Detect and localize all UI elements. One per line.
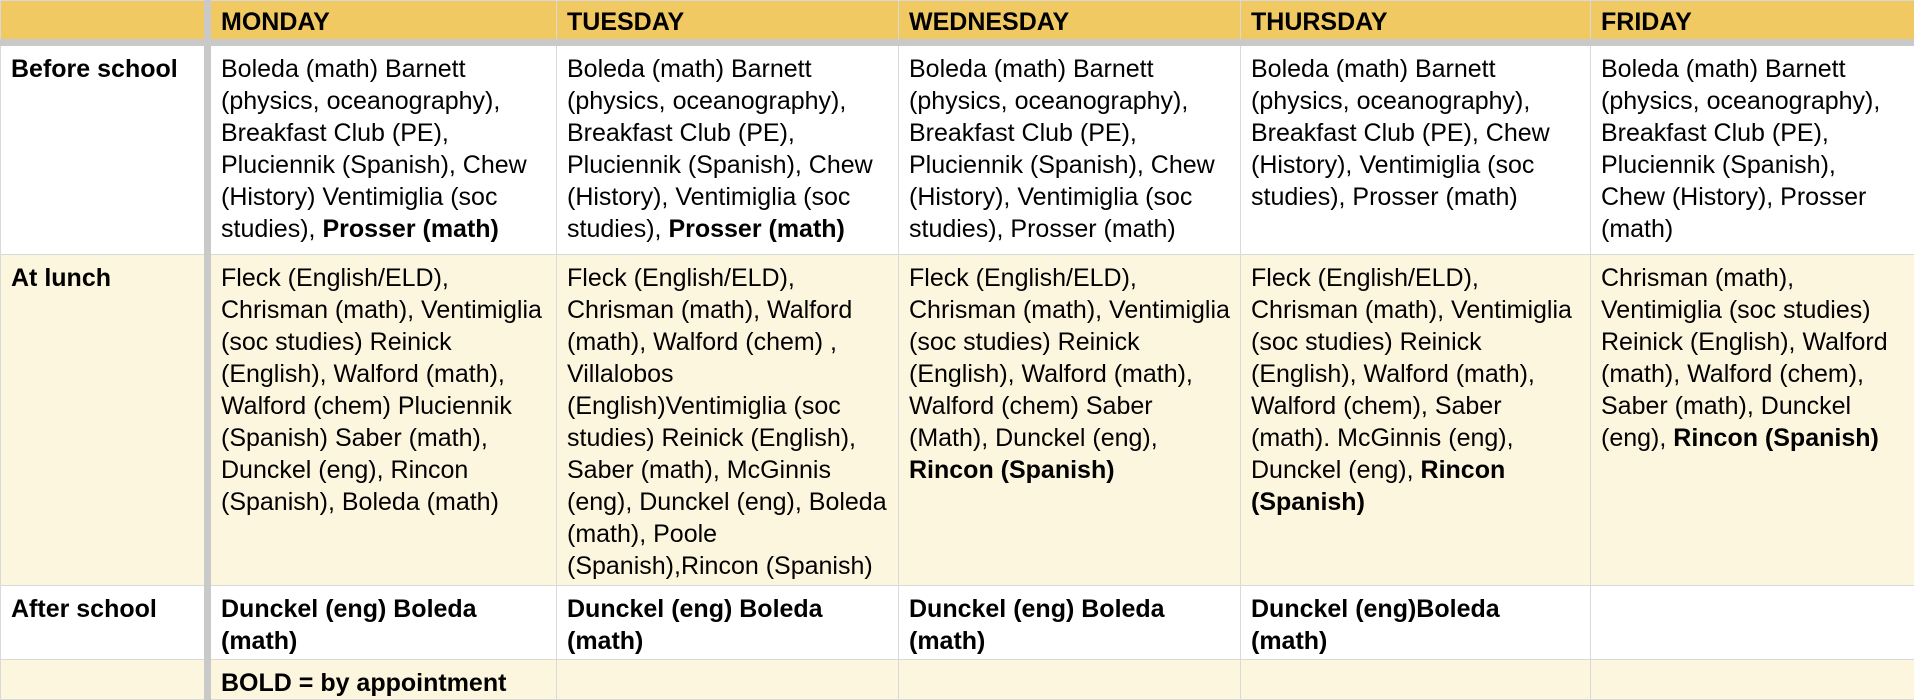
day-header-friday[interactable]: FRIDAY [1591,1,1914,43]
day-header-monday[interactable]: MONDAY [208,1,557,43]
text-run: Boleda (math) Barnett (physics, oceanography), Breakfast Club (PE), Pluciennik (Spanish), Chew (History), Ventimiglia (soc studies), Prosser (math) [909,55,1215,243]
schedule-cell[interactable] [557,586,899,660]
day-header-tuesday[interactable]: TUESDAY [557,1,899,43]
schedule-cell[interactable] [1241,255,1591,586]
schedule-cell[interactable] [208,586,557,660]
schedule-cell[interactable] [1241,586,1591,660]
text-run: Boleda (math) Barnett (physics, oceanography), Breakfast Club (PE), Pluciennik (Spanish), Chew (History), Prosser (math) [1601,55,1880,243]
schedule-cell[interactable] [557,43,899,255]
schedule-cell[interactable] [208,255,557,586]
schedule-cell[interactable] [899,255,1241,586]
schedule-cell[interactable] [899,43,1241,255]
row-after-school [1,586,1914,660]
row-label[interactable]: Before school [1,43,208,255]
day-header-wednesday[interactable]: WEDNESDAY [899,1,1241,43]
corner-cell[interactable] [1,1,208,43]
legend-cell[interactable] [208,660,557,700]
schedule-cell[interactable] [1241,660,1591,700]
bold-text-run: Dunckel (eng) Boleda (math) [909,595,1165,655]
bold-text-run: Prosser (math) [668,215,844,243]
text-run: Chrisman (math), Ventimiglia (soc studies) Reinick (English), Walford (math), Walford (chem), Saber (math), Dunckel (eng), [1601,264,1888,452]
text-run: Fleck (English/ELD), Chrisman (math), Walford (math), Walford (chem) , Villalobos (English)Ventimiglia (soc studies) Reinick (English), Saber (math), McGinnis (eng), Dunckel (eng), Boleda (math), Poole (Spanish),Rincon (Spanish) [567,264,887,580]
schedule-cell[interactable] [557,255,899,586]
bold-text-run: Rincon (Spanish) [1251,456,1505,516]
bold-text-run: Prosser (math) [322,215,498,243]
row-legend [1,660,1914,700]
schedule-cell[interactable] [1241,43,1591,255]
schedule-cell[interactable] [1591,586,1914,660]
text-run: Fleck (English/ELD), Chrisman (math), Ventimiglia (soc studies) Reinick (English), Walford (math), Walford (chem), Saber (math). McGinnis (eng), Dunckel (eng), [1251,264,1572,484]
header-row [1,1,1914,43]
text-run: Boleda (math) Barnett (physics, oceanography), Breakfast Club (PE), Pluciennik (Spanish), Chew (History) Ventimiglia (soc studies), [221,55,527,243]
row-label[interactable]: After school [1,586,208,660]
text-run: Fleck (English/ELD), Chrisman (math), Ventimiglia (soc studies) Reinick (English), Walford (math), Walford (chem) Saber (Math), Dunckel (eng), [909,264,1230,452]
schedule-cell[interactable] [1591,43,1914,255]
schedule-cell[interactable] [208,43,557,255]
bold-text-run: Dunckel (eng) Boleda (math) [221,595,477,655]
day-header-thursday[interactable]: THURSDAY [1241,1,1591,43]
schedule-cell[interactable] [899,660,1241,700]
text-run: Boleda (math) Barnett (physics, oceanography), Breakfast Club (PE), Chew (History), Ventimiglia (soc studies), Prosser (math) [1251,55,1550,211]
schedule-cell[interactable] [899,586,1241,660]
schedule-cell[interactable] [1591,660,1914,700]
bold-text-run: BOLD = by appointment [221,669,506,697]
bold-text-run: Rincon (Spanish) [1673,424,1879,452]
schedule-cell[interactable] [557,660,899,700]
row-label[interactable]: At lunch [1,255,208,586]
schedule-cell[interactable] [1591,255,1914,586]
bold-text-run: Dunckel (eng) Boleda (math) [567,595,823,655]
row-before-school [1,43,1914,255]
text-run: Boleda (math) Barnett (physics, oceanography), Breakfast Club (PE), Pluciennik (Spanish), Chew (History), Ventimiglia (soc studies), [567,55,873,243]
bold-text-run: Dunckel (eng)Boleda (math) [1251,595,1500,655]
bold-text-run: Rincon (Spanish) [909,456,1115,484]
row-label[interactable] [1,660,208,700]
row-at-lunch [1,255,1914,586]
text-run: Fleck (English/ELD), Chrisman (math), Ventimiglia (soc studies) Reinick (English), Walford (math), Walford (chem) Pluciennik (Spanish) Saber (math), Dunckel (eng), Rincon (Spanish), Boleda (math) [221,264,542,516]
